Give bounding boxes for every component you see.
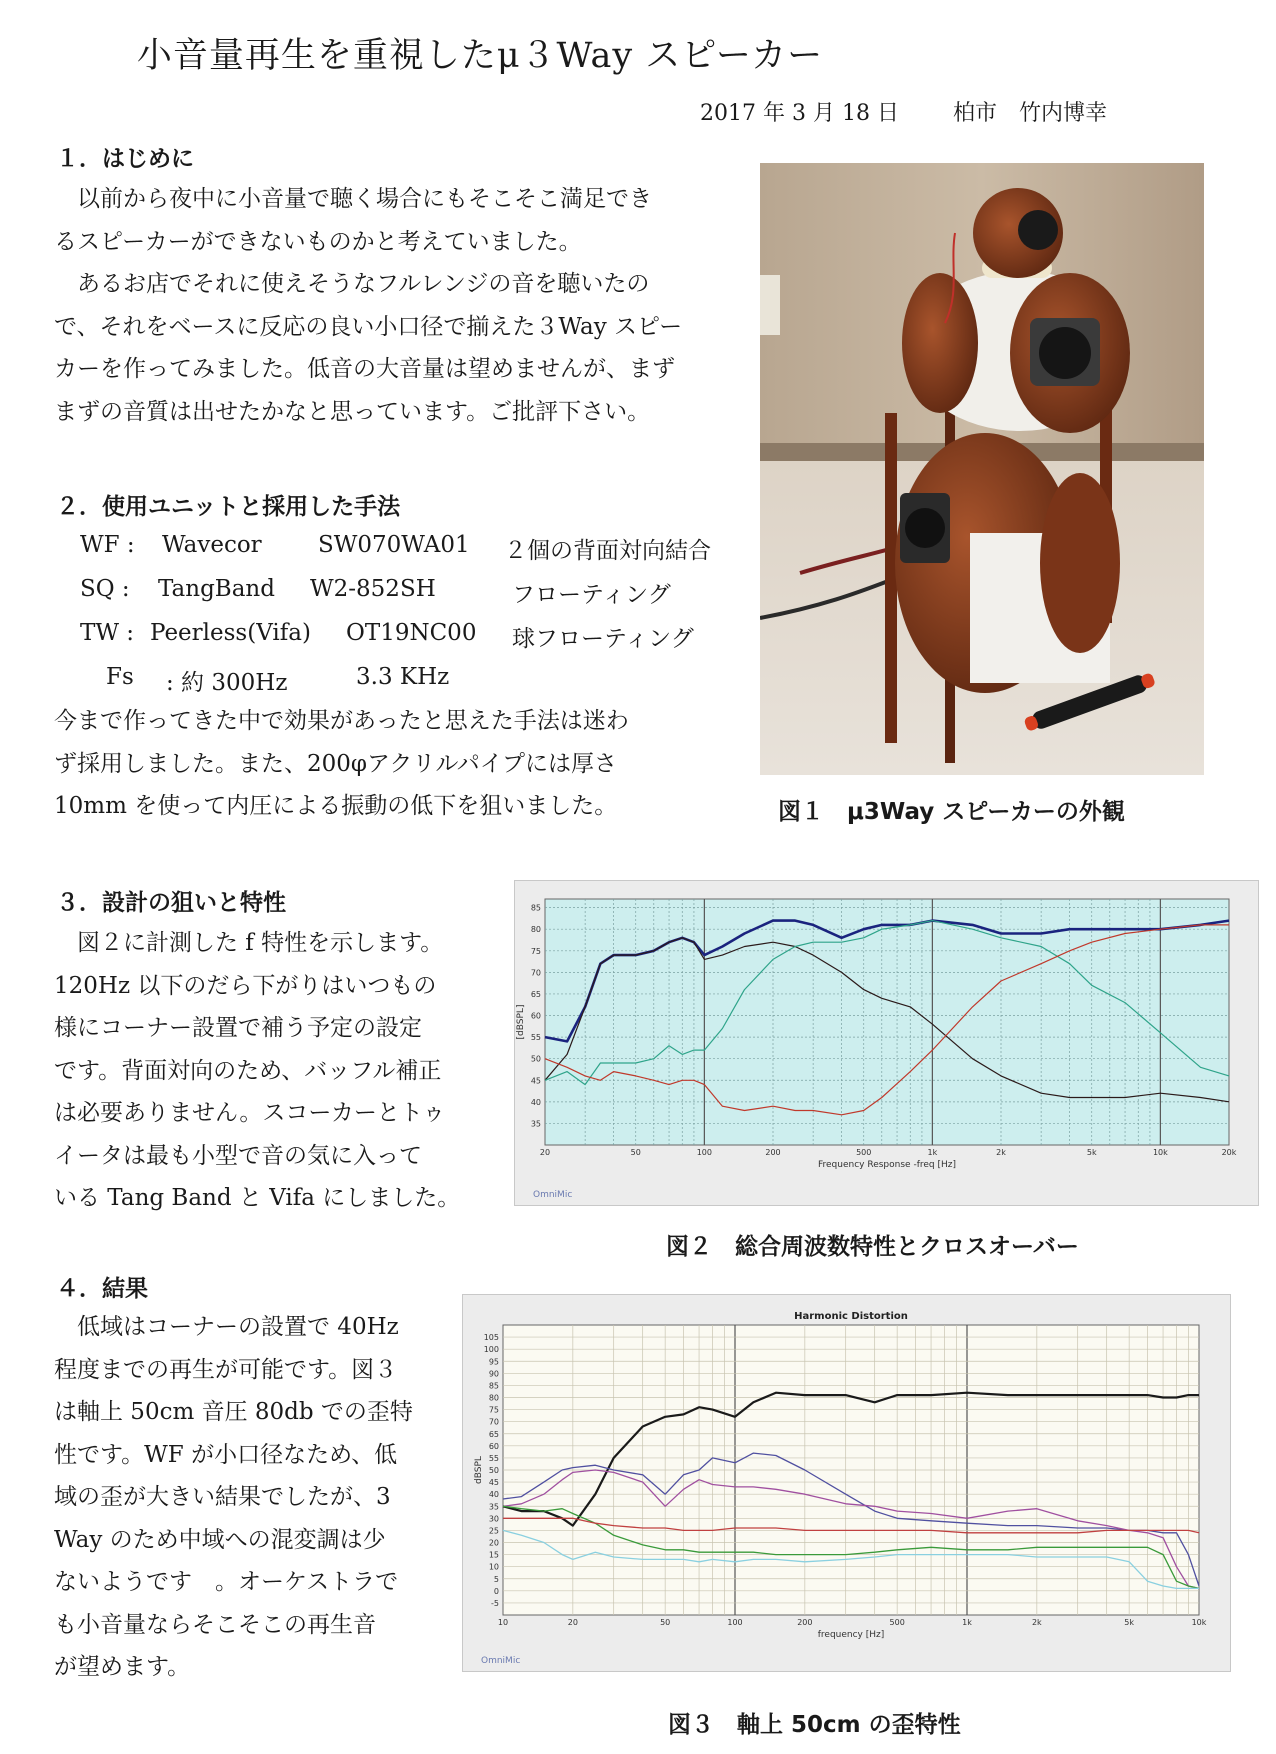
x-tick-label: 20k (1221, 1148, 1237, 1157)
unit-role-tw: TW : (80, 620, 135, 646)
figure-3-caption: 図３ 軸上 50cm の歪特性 (668, 1712, 961, 1738)
y-tick-label: 65 (530, 989, 541, 999)
text-line: Way のため中域への混変調は少 (54, 1526, 386, 1553)
text-line: 性です。WF が小口径なため、低 (54, 1441, 398, 1468)
text-line: 様にコーナー設置で補う予定の設定 (54, 1015, 422, 1041)
y-tick-label: 45 (488, 1478, 499, 1488)
x-tick-label: 2k (996, 1148, 1006, 1157)
text-line: あるお店でそれに使えそうなフルレンジの音を聴いたの (54, 271, 650, 297)
unit-role-sq: SQ : (80, 576, 130, 602)
y-axis-label: dBSPL (474, 1456, 484, 1484)
y-tick-label: 30 (488, 1514, 499, 1524)
y-tick-label: 5 (493, 1574, 499, 1584)
text-line: イータは最も小型で音の気に入って (54, 1142, 422, 1169)
x-tick-label: 100 (696, 1148, 713, 1157)
text-line: ないようです 。オーケストラで (54, 1569, 399, 1595)
text-line: るスピーカーができないものかと考えていました。 (54, 228, 582, 255)
figure-2-caption: 図２ 総合周波数特性とクロスオーバー (666, 1234, 1079, 1260)
x-tick-label: 10 (497, 1618, 509, 1627)
text-line: は必要ありません。スコーカーとトゥ (54, 1100, 446, 1126)
x-tick-label: 20 (567, 1618, 578, 1627)
x-tick-label: 10k (1152, 1148, 1168, 1157)
y-tick-label: 40 (488, 1490, 499, 1500)
fs-value: : 約 300Hz (166, 670, 288, 696)
speaker-photo (760, 163, 1204, 775)
y-tick-label: 50 (488, 1466, 499, 1475)
text-line: で、それをベースに反応の良い小口径で揃えた３Way スピー (54, 313, 683, 340)
x-tick-label: 500 (856, 1148, 872, 1157)
unit-role-wf: WF : (80, 532, 135, 558)
section-2-body (54, 700, 629, 828)
text-line: は軸上 50cm 音圧 80db での歪特 (54, 1399, 413, 1425)
page-title: 小音量再生を重視したμ３Way スピーカー (136, 36, 824, 76)
harmonic-distortion-chart (462, 1294, 1231, 1672)
figure-1-caption: 図１ μ3Way スピーカーの外観 (778, 799, 1125, 825)
text-line: ず採用しました。また、200φアクリルパイプには厚さ (54, 750, 618, 777)
x-tick-label: 10k (1191, 1618, 1207, 1627)
fs-value-2: 3.3 KHz (356, 664, 450, 690)
y-tick-label: 35 (530, 1119, 541, 1129)
y-tick-label: 60 (530, 1011, 541, 1021)
x-tick-label: 50 (630, 1148, 641, 1157)
y-tick-label: 35 (488, 1502, 499, 1512)
text-line: 120Hz 以下のだら下がりはいつもの (54, 972, 437, 999)
text-line: です。背面対向のため、バッフル補正 (54, 1057, 442, 1084)
text-line: 低域はコーナーの設置で 40Hz (54, 1314, 399, 1340)
y-tick-label: 70 (488, 1417, 499, 1427)
section-4-heading: ４．結果 (56, 1276, 148, 1302)
author: 柏市 竹内博幸 (952, 101, 1107, 126)
section-2-heading: ２．使用ユニットと採用した手法 (56, 494, 401, 520)
y-tick-label: 95 (488, 1357, 499, 1367)
y-tick-label: 10 (488, 1562, 499, 1572)
section-3-body (54, 922, 460, 1220)
text-line: が望めます。 (54, 1654, 191, 1680)
y-tick-label: 105 (483, 1333, 499, 1343)
y-tick-label: 25 (488, 1526, 499, 1536)
y-tick-label: 80 (488, 1393, 499, 1403)
x-tick-label: 20 (539, 1148, 551, 1157)
text-line: も小音量ならそこそこの再生音 (54, 1611, 376, 1638)
x-tick-label: 5k (1086, 1148, 1097, 1157)
text-line: 域の歪が大きい結果でしたが、3 (54, 1484, 391, 1510)
text-line: まずの音質は出せたかなと思っています。ご批評下さい。 (54, 398, 651, 425)
unit-model-tw: OT19NC00 (346, 620, 477, 646)
plot-area (545, 899, 1229, 1145)
section-3-heading: ３．設計の狙いと特性 (56, 890, 286, 916)
y-tick-label: 80 (530, 925, 541, 935)
y-tick-label: 20 (488, 1538, 499, 1548)
x-tick-label: 100 (727, 1618, 743, 1627)
text-line: 程度までの再生が可能です。図３ (54, 1356, 398, 1383)
y-tick-label: 0 (493, 1586, 499, 1596)
y-tick-label: 90 (488, 1369, 499, 1379)
text-line: 今まで作ってきた中で効果があったと思えた手法は迷わ (54, 708, 629, 734)
y-tick-label: 45 (530, 1076, 541, 1086)
y-tick-label: -5 (491, 1598, 499, 1608)
text-line: いる Tang Band と Vifa にしました。 (54, 1185, 461, 1211)
section-1-body (54, 178, 682, 433)
text-line: 10mm を使って内圧による振動の低下を狙いました。 (54, 793, 618, 819)
x-tick-label: 50 (660, 1618, 671, 1627)
chart-title: Harmonic Distortion (794, 1311, 908, 1322)
y-tick-label: 100 (483, 1345, 499, 1355)
text-line: 図２に計測した f 特性を示します。 (54, 930, 444, 956)
frequency-response-chart (514, 880, 1259, 1206)
text-line: 以前から夜中に小音量で聴く場合にもそこそこ満足でき (54, 186, 652, 212)
y-tick-label: 60 (488, 1441, 499, 1451)
unit-note-sq: フローティング (512, 582, 671, 608)
x-tick-label: 200 (765, 1148, 781, 1157)
date: 2017 年 3 月 18 日 (700, 101, 899, 126)
y-tick-label: 85 (488, 1381, 499, 1391)
x-tick-label: 5k (1124, 1618, 1135, 1627)
unit-note-wf: ２個の背面対向結合 (504, 538, 711, 564)
x-tick-label: 200 (797, 1618, 813, 1627)
text-line: カーを作ってみました。低音の大音量は望めませんが、まず (54, 356, 675, 382)
y-tick-label: 70 (530, 968, 541, 978)
brand-label: OmniMic (533, 1190, 573, 1200)
y-tick-label: 55 (488, 1453, 499, 1463)
y-tick-label: 75 (530, 946, 541, 956)
x-tick-label: 2k (1031, 1618, 1042, 1627)
y-tick-label: 50 (530, 1054, 541, 1064)
unit-model-wf: SW070WA01 (318, 532, 470, 558)
unit-note-tw: 球フローティング (512, 626, 694, 652)
byline (700, 96, 1107, 127)
y-tick-label: 75 (488, 1405, 499, 1415)
x-tick-label: 1k (962, 1618, 972, 1627)
unit-brand-tw: Peerless(Vifa) (150, 620, 311, 646)
section-1-heading: １．はじめに (56, 146, 194, 172)
y-tick-label: 40 (530, 1097, 541, 1107)
y-axis-label: [dBSPL] (516, 1004, 526, 1040)
y-tick-label: 15 (488, 1550, 499, 1560)
x-axis-label: frequency [Hz] (817, 1630, 885, 1640)
y-tick-label: 65 (488, 1429, 499, 1439)
x-tick-label: 1k (927, 1148, 938, 1157)
x-tick-label: 500 (889, 1618, 905, 1627)
x-axis-label: Frequency Response -freq [Hz] (818, 1160, 956, 1170)
y-tick-label: 85 (530, 903, 541, 913)
y-tick-label: 55 (530, 1033, 541, 1043)
unit-model-sq: W2-852SH (310, 576, 436, 602)
unit-brand-sq: TangBand (158, 576, 275, 602)
unit-brand-wf: Wavecor (162, 532, 262, 558)
brand-label: OmniMic (481, 1656, 521, 1666)
section-4-body (54, 1306, 413, 1689)
fs-label: Fs (106, 664, 134, 690)
